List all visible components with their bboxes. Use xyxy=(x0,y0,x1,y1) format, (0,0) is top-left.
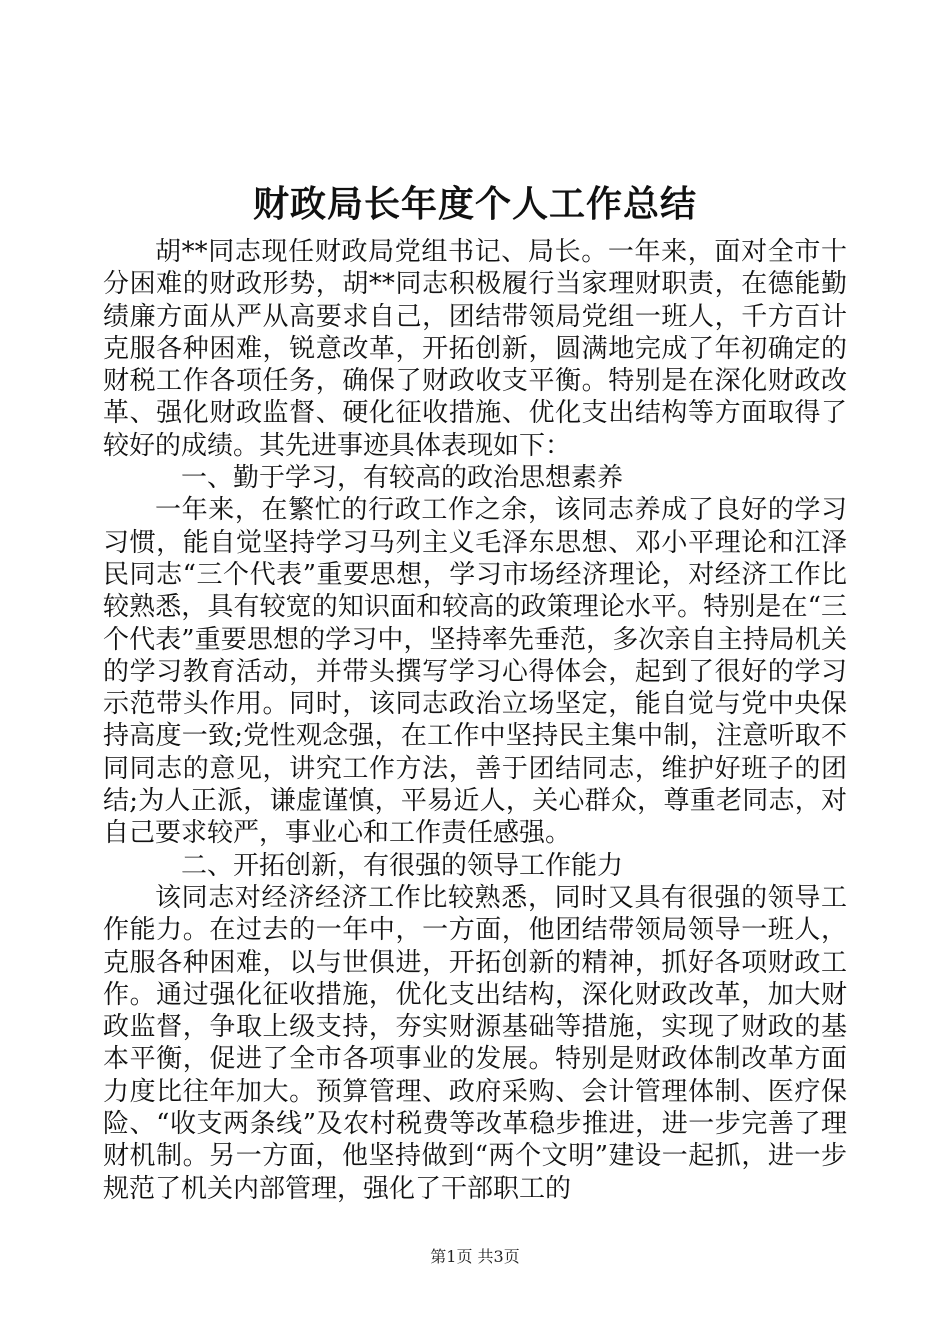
paragraph-section-2: 该同志对经济经济工作比较熟悉，同时又具有很强的领导工作能力。在过去的一年中，一方面，他团结带领局领导一班人，克服各种困难，以与世俱进，开拓创新的精神，抓好各项财政工作。通过强化征收措施，优化支出结构，深化财政改革，加大财政监督，争取上级支持，夯实财源基础等措施，实现了财政的基本平衡，促进了全市各项事业的发展。特别是财政体制改革方面力度比往年加大。预算管理、政府采购、会计管理体制、医疗保险、“收支两条线”及农村税费等改革稳步推进，进一步完善了理财机制。另一方面，他坚持做到“两个文明”建设一起抓，进一步规范了机关内部管理，强化了干部职工的 xyxy=(103,882,847,1204)
document-title: 财政局长年度个人工作总结 xyxy=(252,183,697,225)
document-body xyxy=(103,236,847,1205)
paragraph-section-1: 一年来，在繁忙的行政工作之余，该同志养成了良好的学习习惯，能自觉坚持学习马列主义毛泽东思想、邓小平理论和江泽民同志“三个代表”重要思想，学习市场经济理论，对经济工作比较熟悉，具有较宽的知识面和较高的政策理论水平。特别是在“三个代表”重要思想的学习中，坚持率先垂范，多次亲自主持局机关的学习教育活动，并带头撰写学习心得体会，起到了很好的学习示范带头作用。同时，该同志政治立场坚定，能自觉与党中央保持高度一致;党性观念强，在工作中坚持民主集中制，注意听取不同同志的意见，讲究工作方法，善于团结同志，维护好班子的团结;为人正派，谦虚谨慎，平易近人，关心群众，尊重老同志，对自己要求较严，事业心和工作责任感强。 xyxy=(103,495,847,849)
section-heading-1: 一、勤于学习，有较高的政治思想素养 xyxy=(181,463,624,494)
paragraph-intro: 胡**同志现任财政局党组书记、局长。一年来，面对全市十分困难的财政形势，胡**同志积极履行当家理财职责，在德能勤绩廉方面从严从高要求自己，团结带领局党组一班人，千方百计克服各种困难，锐意改革，开拓创新，圆满地完成了年初确定的财税工作各项任务，确保了财政收支平衡。特别是在深化财政改革、强化财政监督、硬化征收措施、优化支出结构等方面取得了较好的成绩。其先进事迹具体表现如下： xyxy=(103,237,847,461)
page-footer: 第1页 共3页 xyxy=(430,1247,520,1266)
section-heading-2: 二、开拓创新，有很强的领导工作能力 xyxy=(181,850,624,881)
